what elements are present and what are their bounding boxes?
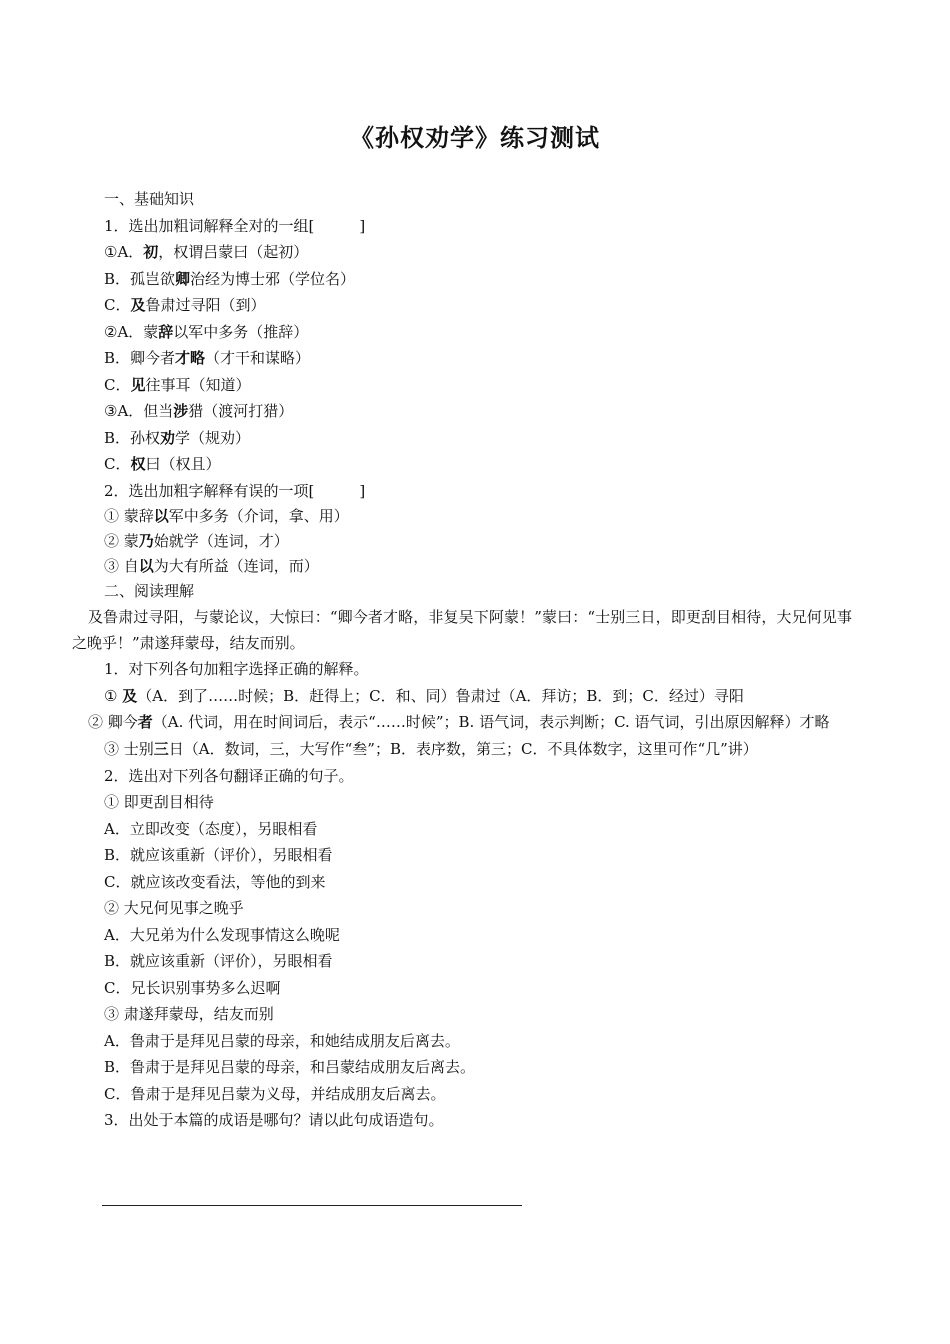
- answer-blank-line: [102, 1205, 522, 1206]
- translation-line: A．鲁肃于是拜见吕蒙的母亲，和她结成朋友后离去。: [104, 1031, 460, 1050]
- section-heading-basics: 一、基础知识: [104, 190, 195, 208]
- option-line: B．卿今者才略（才干和谋略）: [104, 349, 311, 367]
- option-line: ① 蒙辞以军中多务（介词，拿、用）: [104, 507, 349, 525]
- option-line: C．见往事耳（知道）: [104, 375, 251, 394]
- translation-line: B．鲁肃于是拜见吕蒙的母亲，和吕蒙结成朋友后离去。: [104, 1058, 476, 1076]
- option-line: ③A．但当涉猎（渡河打猎）: [104, 402, 294, 420]
- translation-line: B．就应该重新（评价），另眼相看: [104, 846, 333, 864]
- option-line: ① 及（A．到了……时候；B．赶得上；C．和、同）鲁肃过（A．拜访；B．到；C．经过）寻阳: [104, 686, 744, 705]
- page-title: 《孙权劝学》练习测试: [350, 123, 600, 152]
- option-line: B．孙权劝学（规劝）: [104, 428, 251, 447]
- option-line: ② 蒙乃始就学（连词，才）: [104, 532, 289, 550]
- translation-line: C．鲁肃于是拜见吕蒙为义母，并结成朋友后离去。: [104, 1084, 446, 1103]
- section-heading-reading: 二、阅读理解: [104, 582, 195, 600]
- reading-passage: 及鲁肃过寻阳，与蒙论议，大惊曰：“卿今者才略，非复吴下阿蒙！”蒙曰：“士别三日，即更刮目相待，大兄何见事之晚乎！”肃遂拜蒙母，结友而别。: [72, 608, 852, 652]
- reading-question-3: 3．出处于本篇的成语是哪句？请以此句成语造句。: [104, 1111, 444, 1129]
- option-line: ③ 士别三日（A．数词，三，大写作“叁”；B．表序数，第三；C．不具体数字，这里可作“几”讲）: [104, 740, 758, 758]
- option-line: C．及鲁肃过寻阳（到）: [104, 296, 266, 314]
- document-body: [72, 186, 868, 1134]
- option-line: ③ 自以为大有所益（连词，而）: [104, 557, 319, 575]
- option-line: ②A．蒙辞以军中多务（推辞）: [104, 322, 309, 341]
- translation-line: ② 大兄何见事之晚乎: [104, 899, 244, 917]
- translation-line: ③ 肃遂拜蒙母，结友而别: [104, 1005, 274, 1023]
- translation-line: C．兄长识别事势多么迟啊: [104, 978, 281, 997]
- reading-question-2: 2．选出对下列各句翻译正确的句子。: [104, 766, 354, 785]
- option-line: B．孤岂欲卿治经为博士邪（学位名）: [104, 269, 356, 288]
- option-line: ② 卿今者（A. 代词，用在时间词后，表示“……时候”；B. 语气词，表示判断；C. 语气词，引出原因解释）才略: [88, 713, 830, 731]
- option-line: ①A．初，权谓吕蒙曰（起初）: [104, 243, 309, 261]
- question-2: 2．选出加粗字解释有误的一项[ ]: [104, 481, 366, 500]
- translation-line: C．就应该改变看法，等他的到来: [104, 872, 326, 891]
- question-1: 1．选出加粗词解释全对的一组[ ]: [104, 216, 366, 235]
- translation-line: A．立即改变（态度），另眼相看: [104, 819, 318, 838]
- translation-line: ① 即更刮目相待: [104, 793, 214, 811]
- translation-line: A．大兄弟为什么发现事情这么晚呢: [104, 925, 340, 944]
- option-line: C．权曰（权且）: [104, 455, 221, 473]
- reading-question-1: 1．对下列各句加粗字选择正确的解释。: [104, 660, 369, 678]
- translation-line: B．就应该重新（评价），另眼相看: [104, 952, 333, 970]
